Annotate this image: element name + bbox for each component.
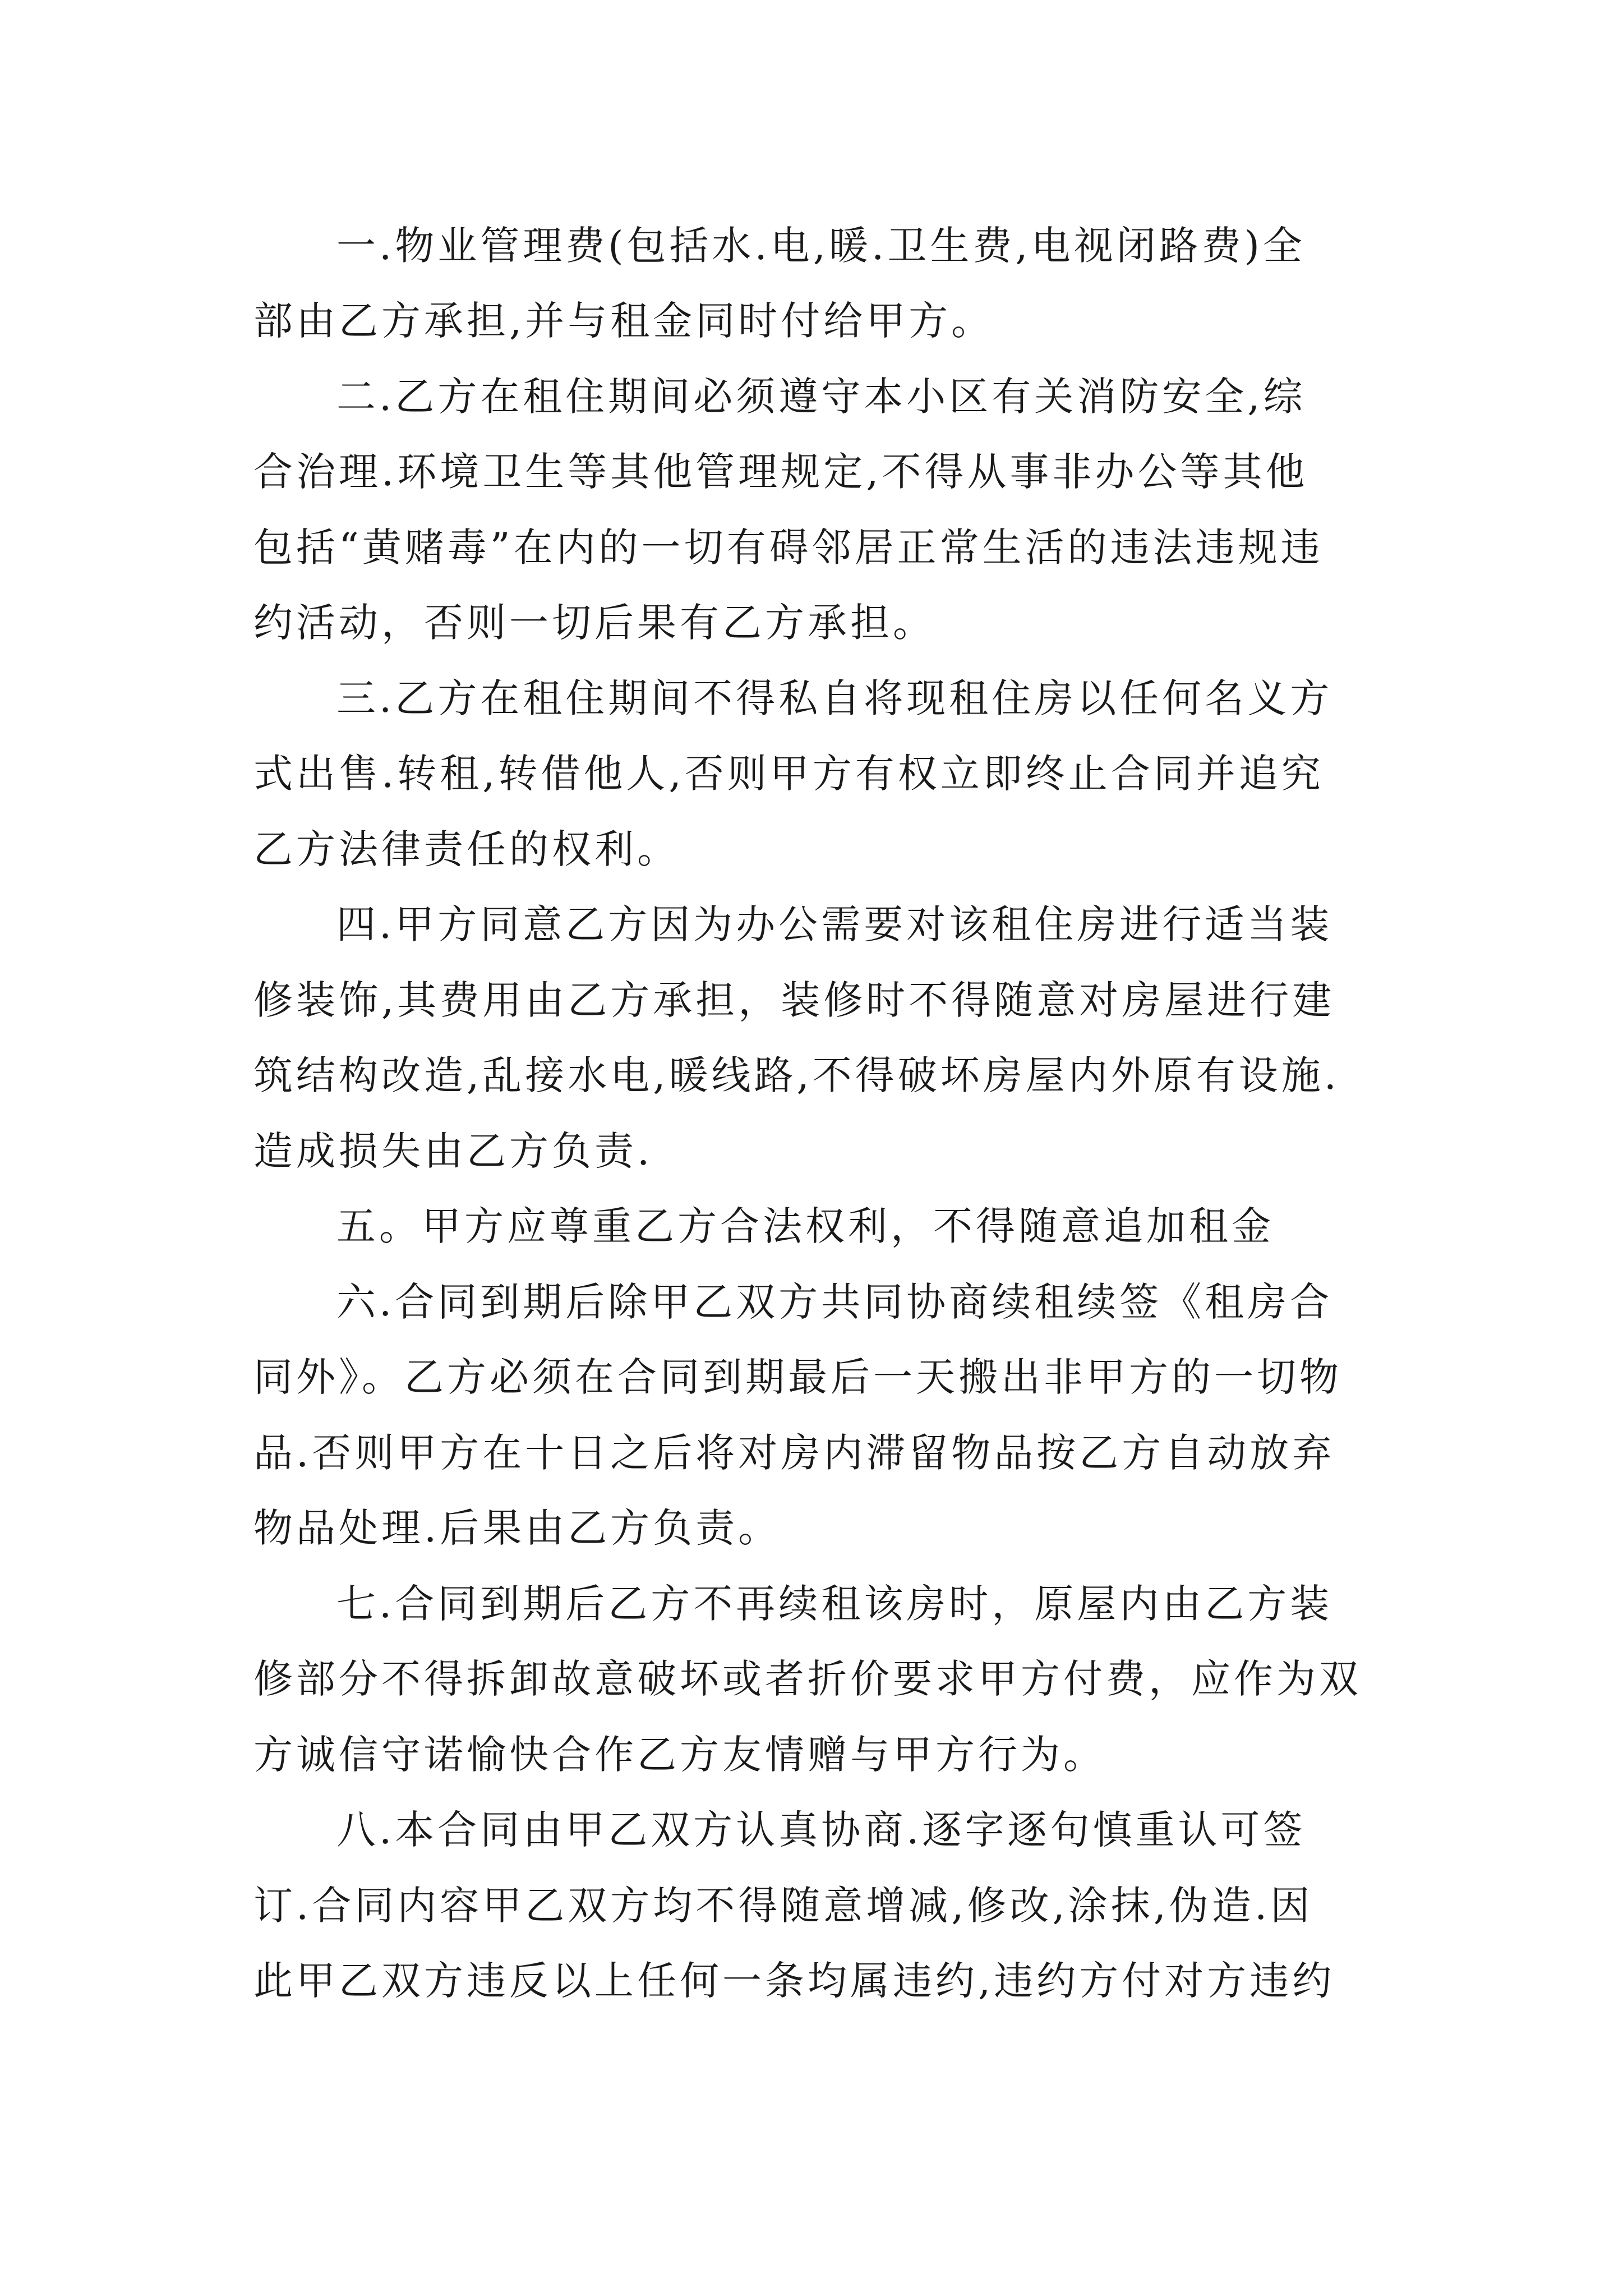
clause-6-line-2: 同外》。乙方必须在合同到期最后一天搬出非甲方的一切物 [253, 1354, 1342, 1400]
clause-6-line-4: 物品处理.后果由乙方负责。 [253, 1505, 781, 1551]
clause-2-line-3: 包括“黄赌毒”在内的一切有碍邻居正常生活的违法违规违 [253, 524, 1324, 570]
clause-4-line-4: 造成损失由乙方负责. [253, 1128, 653, 1174]
clause-3-line-2: 式出售.转租,转借他人,否则甲方有权立即终止合同并追究 [253, 751, 1324, 797]
clause-2-line-2: 合治理.环境卫生等其他管理规定,不得从事非办公等其他 [253, 449, 1308, 495]
clause-1-line-1: 一.物业管理费(包括水.电,暖.卫生费,电视闭路费)全 [336, 223, 1306, 269]
clause-4-line-3: 筑结构改造,乱接水电,暖线路,不得破坏房屋内外原有设施. [253, 1052, 1340, 1098]
clause-2-line-1: 二.乙方在租住期间必须遵守本小区有关消防安全,综 [336, 374, 1306, 420]
clause-8-line-1: 八.本合同由甲乙双方认真协商.逐字逐句慎重认可签 [336, 1807, 1306, 1853]
clause-3-line-3: 乙方法律责任的权利。 [253, 826, 680, 872]
clause-7-line-3: 方诚信守诺愉快合作乙方友情赠与甲方行为。 [253, 1732, 1106, 1778]
clause-1-line-2: 部由乙方承担,并与租金同时付给甲方。 [253, 298, 994, 344]
clause-5-line-1: 五。甲方应尊重乙方合法权利，不得随意追加租金 [336, 1203, 1274, 1249]
clause-3-line-1: 三.乙方在租住期间不得私自将现租住房以任何名义方 [336, 675, 1333, 721]
clause-7-line-1: 七.合同到期后乙方不再续租该房时，原屋内由乙方装 [336, 1581, 1333, 1627]
clause-4-line-2: 修装饰,其费用由乙方承担，装修时不得随意对房屋进行建 [253, 977, 1335, 1023]
clause-6-line-3: 品.否则甲方在十日之后将对房内滞留物品按乙方自动放弃 [253, 1430, 1335, 1476]
clause-7-line-2: 修部分不得拆卸故意破坏或者折价要求甲方付费，应作为双 [253, 1656, 1362, 1702]
clause-6-line-1: 六.合同到期后除甲乙双方共同协商续租续签《租房合 [336, 1279, 1333, 1325]
clause-8-line-3: 此甲乙双方违反以上任何一条均属违约,违约方付对方违约 [253, 1958, 1335, 2004]
clause-8-line-2: 订.合同内容甲乙双方均不得随意增减,修改,涂抹,伪造.因 [253, 1883, 1313, 1929]
clause-2-line-4: 约活动，否则一切后果有乙方承担。 [253, 600, 935, 646]
clause-4-line-1: 四.甲方同意乙方因为办公需要对该租住房进行适当装 [336, 901, 1333, 947]
